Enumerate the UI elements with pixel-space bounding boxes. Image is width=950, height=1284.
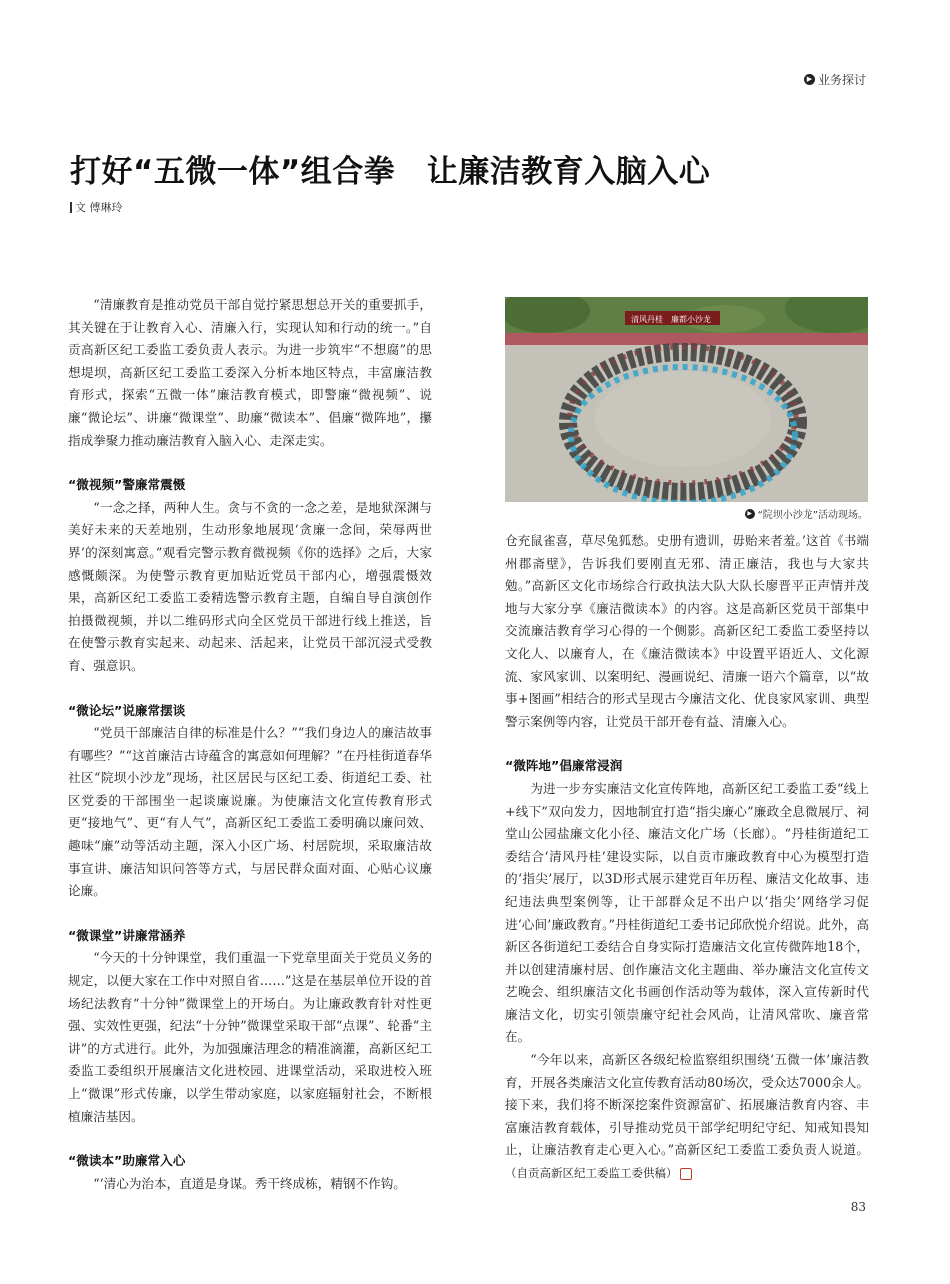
section-heading-forum: “微论坛”说廉常摆谈	[68, 702, 186, 718]
chevron-right-circle-icon: ▶	[804, 74, 815, 85]
photo-caption	[745, 506, 868, 521]
section-body-reader-cont: 仓充鼠雀喜，草尽兔狐愁。史册有遗训，毋贻来者羞。’这首《书端州郡斋壁》，告诉我们要刚直无邪、清正廉洁，我也与大家共勉。”高新区文化市场综合行政执法大队大队长廖晋平正声情并茂地与大家分享《廉洁微读本》的内容。这是高新区党员干部集中交流廉洁教育学习心得的一个侧影。高新区纪工委监工委坚持以文化人、以廉育人，在《廉洁微读本》中设置平语近人、文化源流、家风家训、以案明纪、漫画说纪、清廉一语六个篇章，以“故事+图画”相结合的形式呈现古今廉洁文化、优良家风家训、典型警示案例等内容，让党员干部开卷有益、清廉入心。	[505, 533, 869, 729]
page-number: 83	[850, 1200, 866, 1214]
event-photo	[505, 297, 868, 502]
section-heading-position: “微阵地”倡廉常浸润	[505, 758, 623, 774]
section-heading-reader: “微读本”助廉常入心	[68, 1153, 186, 1169]
byline-bar	[70, 202, 72, 213]
closing-text: “今年以来，高新区各级纪检监察组织围绕‘五微一体’廉洁教育，开展各类廉洁文化宣传教育活动80场次，受众达7000余人。接下来，我们将不断深挖案件资源富矿、拓展廉洁教育内容、丰富廉洁教育载体，引导推动党员干部学纪明纪守纪、知戒知畏知止，让廉洁教育走心更入心。”高新区纪工委监工委负责人说道。	[505, 1052, 869, 1158]
section-label: 业务探讨	[817, 73, 866, 87]
intro-paragraph: “清廉教育是推动党员干部自觉拧紧思想总开关的重要抓手，其关键在于让教育入心、清廉入行，实现认知和行动的统一。”自贡高新区纪工委监工委负责人表示。为进一步筑牢“不想腐”的思想堤坝，高新区纪工委监工委深入分析本地区特点，丰富廉洁教育形式，探索“五微一体”廉洁教育模式，即警廉“微视频”、说廉“微论坛”、讲廉“微课堂”、助廉“微读本”、倡廉“微阵地”，攥指成拳聚力推动廉洁教育入脑入心、走深走实。	[68, 297, 432, 448]
section-heading-class: “微课堂”讲廉常涵养	[68, 927, 186, 943]
section-body-forum: “党员干部廉洁自律的标准是什么？”“我们身边人的廉洁故事有哪些？”“这首廉洁古诗蕴含的寓意如何理解？”在丹桂街道春华社区“院坝小沙龙”现场，社区居民与区纪工委、街道纪工委、社区党委的干部围坐一起谈廉说廉。为使廉洁文化宣传教育形式更“接地气”、更“有人气”，高新区纪工委监工委明确以廉问效、趣味“廉”动等活动主题，深入小区广场、村居院坝，采取廉洁故事宣讲、廉洁知识问答等方式，与居民群众面对面、心贴心议廉论廉。	[68, 725, 432, 899]
section-body-position: 为进一步夯实廉洁文化宣传阵地，高新区纪工委监工委“线上+线下”双向发力，因地制宜打造“指尖廉心”廉政全息微展厅、祠堂山公园盐廉文化小径、廉洁文化广场（长廊）。“丹桂街道纪工委结合‘清风丹桂’建设实际，以自贡市廉政教育中心为模型打造的‘指尖’展厅，以3D形式展示建党百年历程、廉洁文化故事、违纪违法典型案例等，让干部群众足不出户以‘指尖’网络学习促进‘心间’廉政教育。”丹桂街道纪工委书记邱欣悦介绍说。此外，高新区各街道纪工委结合自身实际打造廉洁文化宣传微阵地18个，并以创建清廉村居、创作廉洁文化主题曲、举办廉洁文化宣传文艺晚会、组织廉洁文化书画创作活动等为载体，深入宣传新时代廉洁文化，切实引领崇廉守纪社会风尚，让清风常吹、廉音常在。	[505, 780, 869, 1045]
byline-text: 文 傅琳玲	[75, 201, 123, 214]
section-body-reader-start: “‘清心为治本，直道是身谋。秀干终成栋，精钢不作钩。	[93, 1175, 406, 1191]
chevron-right-circle-icon: ▶	[745, 509, 755, 519]
left-column	[68, 294, 432, 1195]
article-title: 打好“五微一体”组合拳 让廉洁教育入脑入心	[70, 154, 711, 190]
photo-caption-text: “院坝小沙龙”活动现场。	[757, 510, 868, 521]
closing-paragraph	[505, 1049, 869, 1185]
article-source: （自贡高新区纪工委监工委供稿）	[505, 1166, 678, 1181]
section-heading-video: “微视频”警廉常震慑	[68, 477, 186, 493]
section-tag	[804, 71, 866, 88]
end-mark-icon	[680, 1168, 692, 1180]
right-column	[505, 530, 869, 1185]
photo-banner-text: 清风丹桂 廉都小沙龙	[631, 315, 711, 324]
section-body-video: “一念之择，两种人生。贪与不贪的一念之差，是地狱深渊与美好未来的天差地别，生动形象地展现‘贪廉一念间，荣辱两世界’的深刻寓意。”观看完警示教育微视频《你的选择》之后，大家感慨颇深。为使警示教育更加贴近党员干部内心，增强震慑效果，高新区纪工委监工委精选警示教育主题，自编自导自演创作拍摄微视频，并以二维码形式向全区党员干部进行线上推送，旨在使警示教育实起来、动起来、活起来，让党员干部沉浸式受教育、强意识。	[68, 499, 432, 673]
section-body-class: “今天的十分钟课堂，我们重温一下党章里面关于党员义务的规定，以便大家在工作中对照自省……”这是在基层单位开设的首场纪法教育“十分钟”微课堂上的开场白。为让廉政教育针对性更强、实效性更强，纪法“十分钟”微课堂采取干部“点课”、轮番“主讲”的方式进行。此外，为加强廉洁理念的精准滴灌，高新区纪工委监工委组织开展廉洁文化进校园、进课堂活动，采取进校入班上“微课”形式传廉，以学生带动家庭，以家庭辐射社会，不断根植廉洁基因。	[68, 950, 432, 1124]
byline	[70, 199, 123, 215]
